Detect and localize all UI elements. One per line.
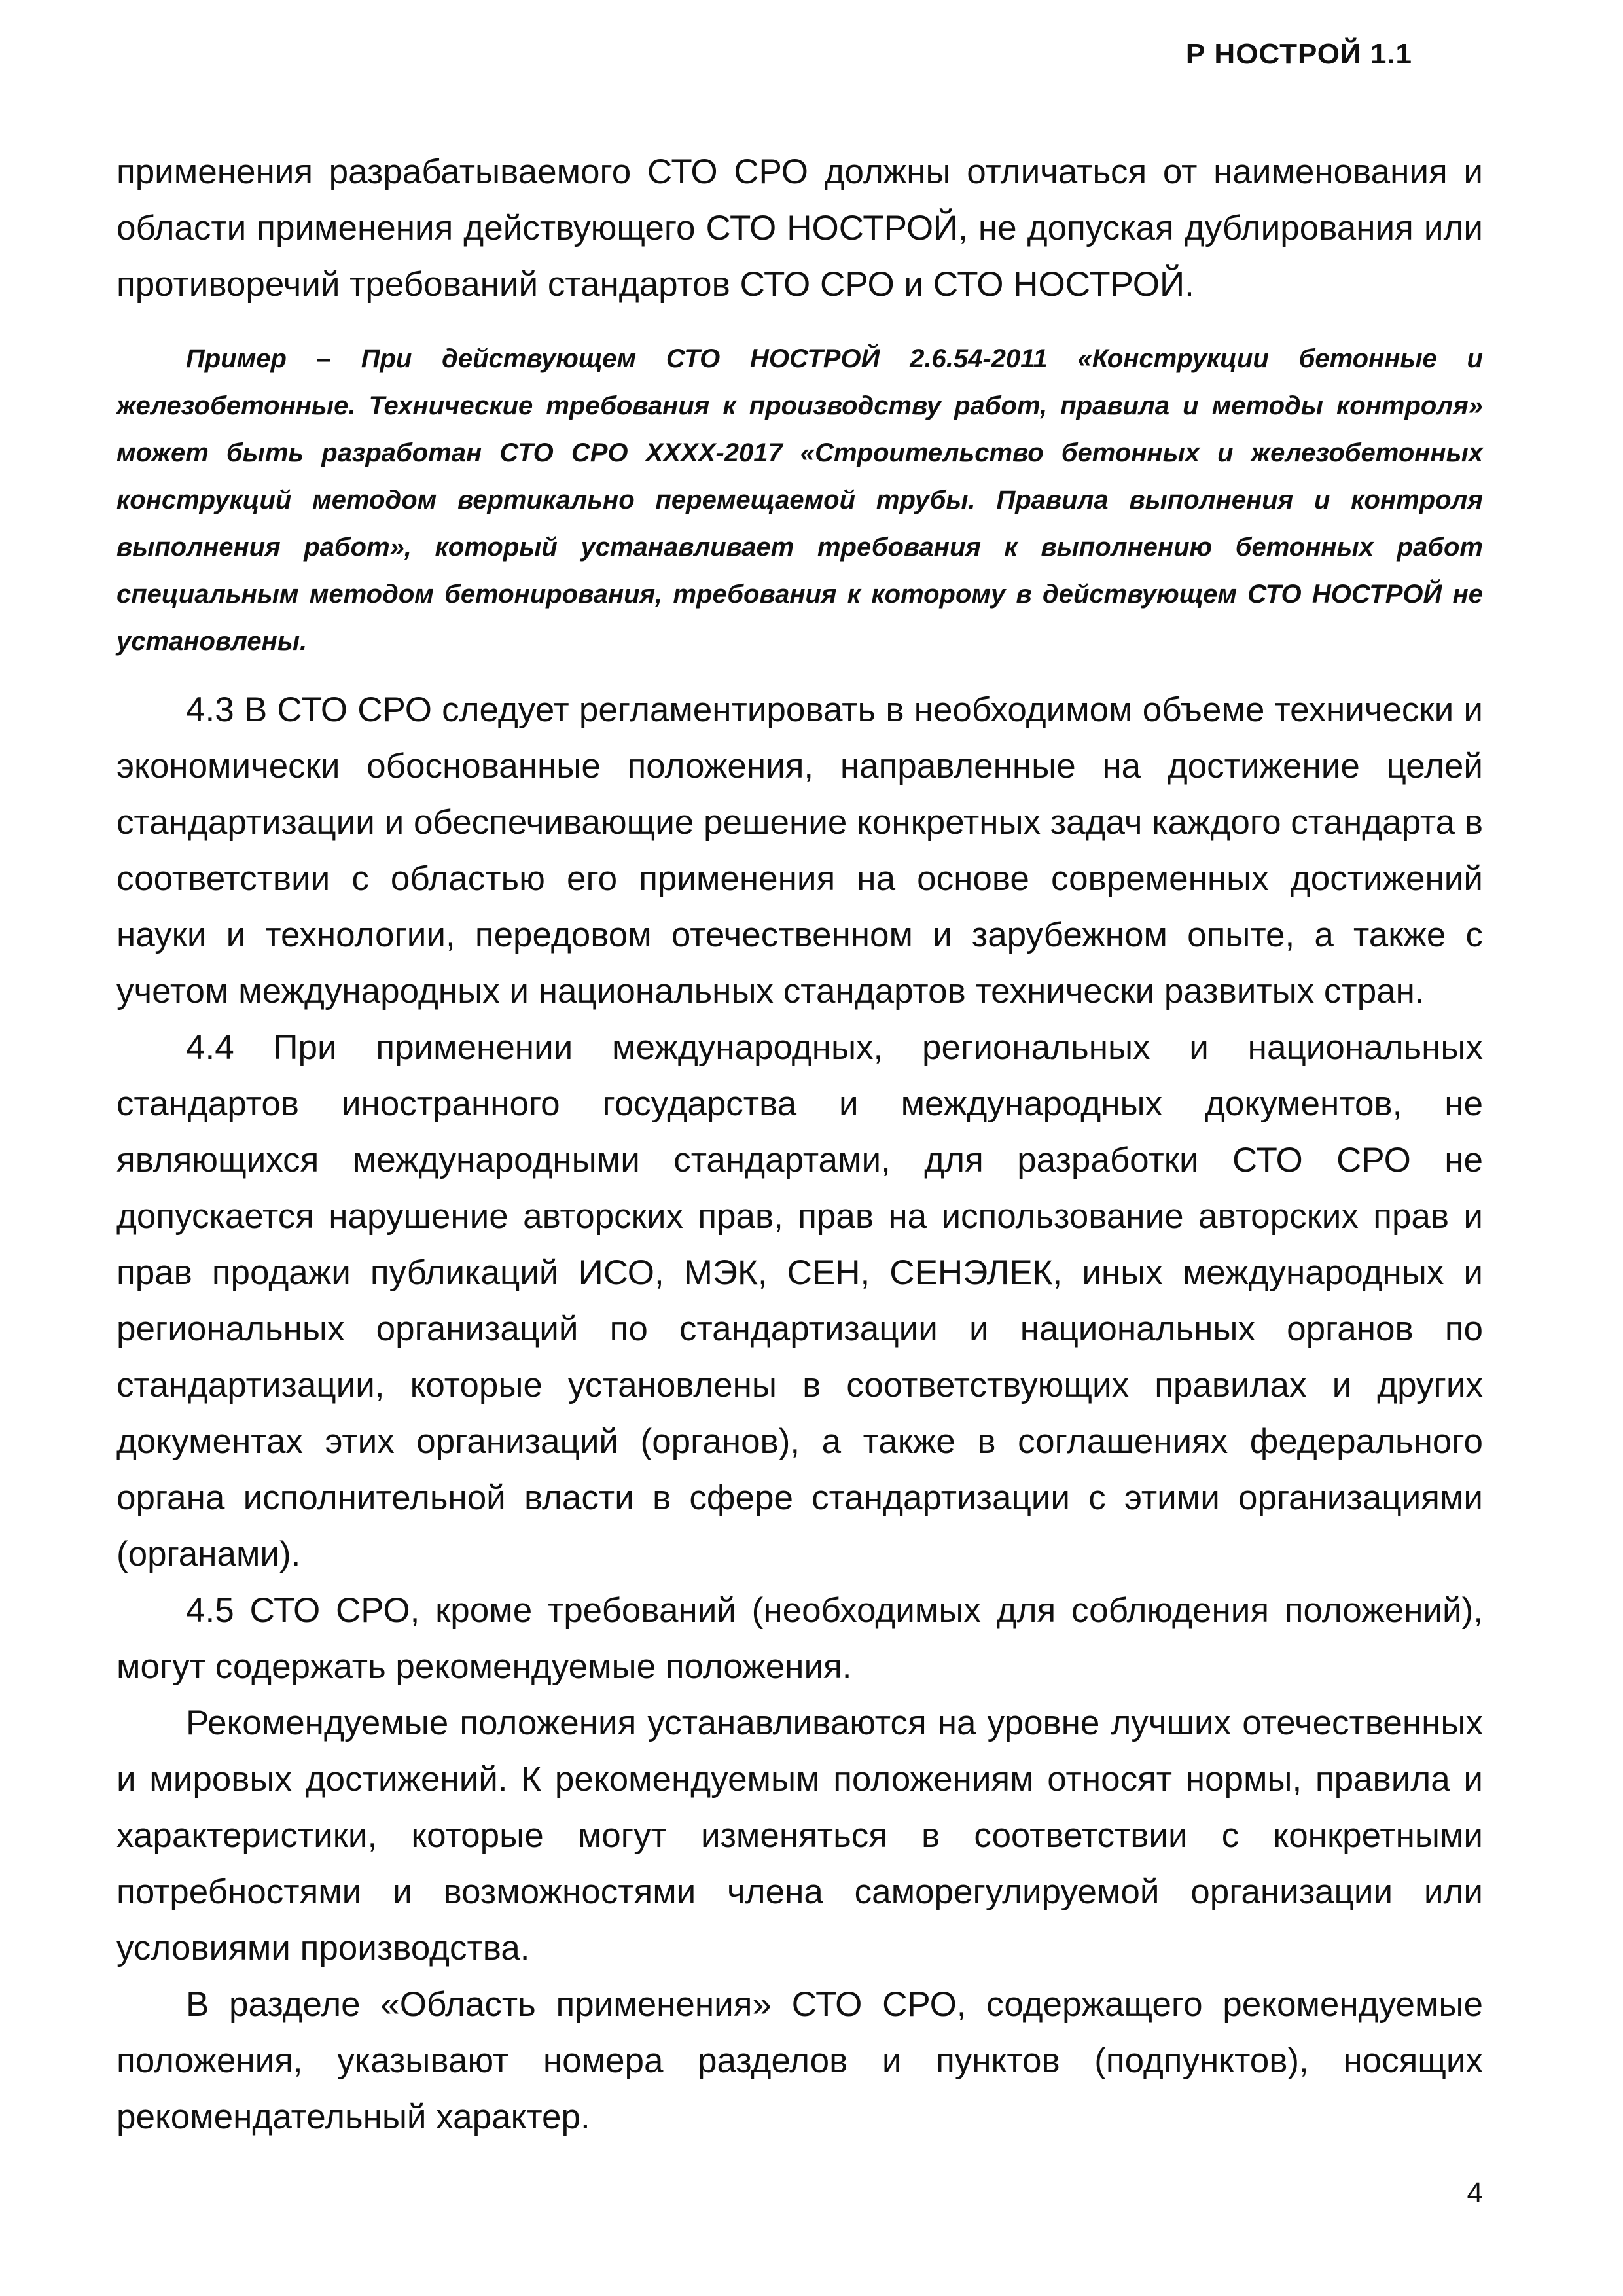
page-number: 4 bbox=[1467, 2177, 1483, 2209]
clause-4-5: 4.5 СТО СРО, кроме требований (необходимых для соблюдения положений), могут содержать рекомендуемые положения. bbox=[116, 1591, 1483, 1686]
clause-4-3: 4.3 В СТО СРО следует регламентировать в необходимом объеме технически и экономически обоснованные положения, направленные на достижение целей стандартизации и обеспечивающие решение конкретных задач каждого стандарта в соответствии с областью его применения на основе современных достижений науки и технологии, передовом отечественном и зарубежном опыте, а также с учетом международных и национальных стандартов технически развитых стран. bbox=[116, 691, 1483, 1011]
paragraph-continuation: применения разрабатываемого СТО СРО должны отличаться от наименования и области применения действующего СТО НОСТРОЙ, не допуская дублирования или противоречий требований стандартов СТО СРО и СТО НОСТРОЙ. bbox=[116, 152, 1483, 304]
running-header: Р НОСТРОЙ 1.1 bbox=[1185, 38, 1412, 70]
clause-4-4: 4.4 При применении международных, региональных и национальных стандартов иностранного государства и международных документов, не являющихся международными стандартами, для разработки СТО СРО не допускается нарушение авторских прав, прав на использование авторских прав и прав продажи публикаций ИСО, МЭК, СЕН, СЕНЭЛЕК, иных международных и региональных организаций по стандартизации и национальных органов по стандартизации, которые установлены в соответствующих правилах и других документах этих организаций (органов), а также в соглашениях федерального органа исполнительной власти в сфере стандартизации с этими организациями (органами). bbox=[116, 1028, 1483, 1573]
example-note: Пример – При действующем СТО НОСТРОЙ 2.6.54-2011 «Конструкции бетонные и железобетонные. Технические требования к производству работ, правила и методы контроля» может быть разработан СТО СРО ХХХХ-2017 «Строительство бетонных и железобетонных конструкций методом вертикально перемещаемой трубы. Правила выполнения и контроля выполнения работ», который устанавливает требования к выполнению бетонных работ специальным методом бетонирования, требования к которому в действующем СТО НОСТРОЙ не установлены. bbox=[116, 344, 1483, 656]
page-body bbox=[116, 144, 1483, 2145]
paragraph-scope-section: В разделе «Область применения» СТО СРО, содержащего рекомендуемые положения, указывают номера разделов и пунктов (подпунктов), носящих рекомендательный характер. bbox=[116, 1985, 1483, 2136]
paragraph-recommended-provisions: Рекомендуемые положения устанавливаются на уровне лучших отечественных и мировых достижений. К рекомендуемым положениям относят нормы, правила и характеристики, которые могут изменяться в соответствии с конкретными потребностями и возможностями члена саморегулируемой организации или условиями производства. bbox=[116, 1704, 1483, 1967]
